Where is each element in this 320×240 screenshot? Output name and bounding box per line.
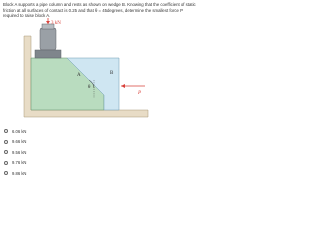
radio-button[interactable] xyxy=(4,129,8,133)
answer-choice-4[interactable] xyxy=(4,158,124,169)
radio-button[interactable] xyxy=(4,171,8,175)
answer-label: 6.06 kN xyxy=(12,128,27,134)
answer-choice-2[interactable] xyxy=(4,137,124,148)
radio-button[interactable] xyxy=(4,140,8,144)
answer-label: 9.66 kN xyxy=(12,139,27,145)
answer-choices xyxy=(4,126,124,179)
block-a-label: A xyxy=(77,73,81,78)
answer-choice-1[interactable] xyxy=(4,126,124,137)
wedge-diagram xyxy=(18,18,152,118)
answer-choice-5[interactable] xyxy=(4,168,124,179)
answer-choice-3[interactable] xyxy=(4,147,124,158)
pipe-column xyxy=(40,28,56,50)
pipe-base xyxy=(35,50,61,58)
answer-label: 9.86 kN xyxy=(12,170,27,176)
load-label: 3 kN xyxy=(51,21,61,26)
load-arrowhead xyxy=(46,21,50,24)
problem-figure xyxy=(18,18,152,118)
answer-label: 9.76 kN xyxy=(12,160,27,166)
force-label: P xyxy=(138,91,142,96)
wedge-b-label: B xyxy=(110,71,114,76)
radio-button[interactable] xyxy=(4,150,8,154)
force-arrowhead xyxy=(121,84,125,88)
problem-statement: Block A supports a pipe column and rests as shown on wedge B. Knowing that the coefficient of static friction at all surfaces of contact is 0.25 and that θ = 45degrees, determine the smallest force P required to raise block A. xyxy=(3,2,196,19)
answer-label: 9.56 kN xyxy=(12,149,27,155)
theta-label: θ xyxy=(88,85,91,90)
radio-button[interactable] xyxy=(4,161,8,165)
